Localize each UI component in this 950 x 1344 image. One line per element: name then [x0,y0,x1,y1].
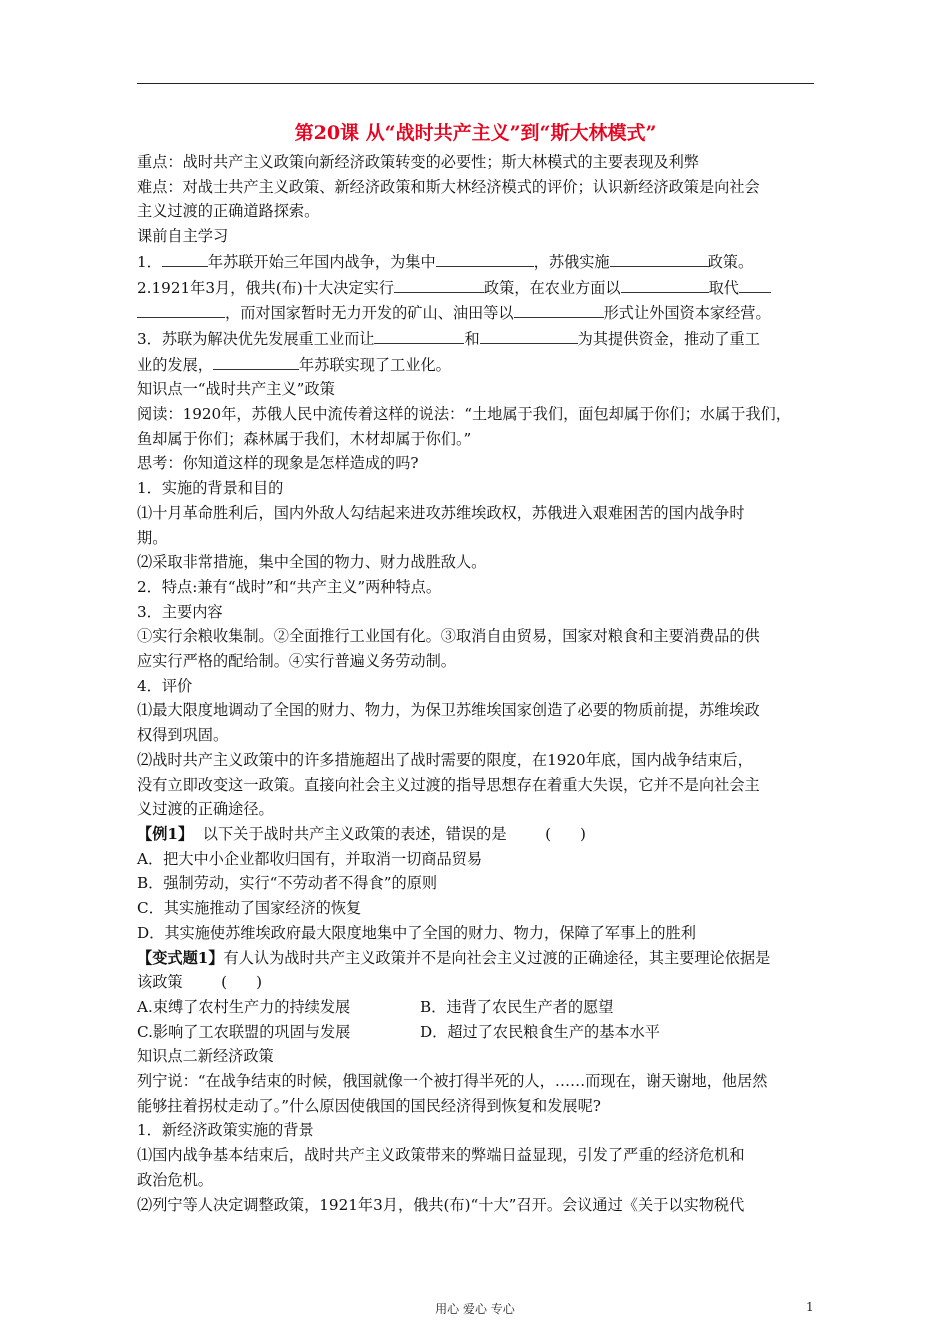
option-d: D．超过了农民粮食生产的基本水平 [420,1022,660,1041]
blank[interactable] [610,249,708,267]
subheading: 2．特点:兼有“战时”和“共产主义”两种特点。 [137,577,442,596]
paragraph: 政治危机。 [137,1170,213,1189]
variant-question-1: 【变式题1】有人认为战时共产主义政策并不是向社会主义过渡的正确途径，其主要理论依据是 [137,948,771,967]
paragraph: ①实行余粮收集制。②全面推行工业国有化。③取消自由贸易，国家对粮食和主要消费品的供 [137,627,760,646]
option-c: C.影响了工农联盟的巩固与发展 [137,1022,351,1041]
paragraph: ⑵列宁等人决定调整政策，1921年3月，俄共(布)“十大”召开。会议通过《关于以实物税代 [137,1195,745,1214]
option-d: D．其实施使苏维埃政府最大限度地集中了全国的财力、物力，保障了军事上的胜利 [137,923,696,942]
blank[interactable] [436,249,534,267]
knowledge-point-2: 知识点二新经济政策 [137,1047,274,1066]
fill-question-2-cont: ，而对国家暂时无力开发的矿山、油田等以 形式让外国资本家经营。 [137,300,817,326]
subheading: 4．评价 [137,676,193,695]
paragraph: ⑵战时共产主义政策中的许多措施超出了战时需要的限度，在1920年底，国内战争结束后， [137,750,753,769]
difficulties-cont: 主义过渡的正确道路探索。 [137,202,320,221]
subheading: 3．主要内容 [137,602,223,621]
option-a: A．把大中小企业都收归国有，并取消一切商品贸易 [137,849,483,868]
fill-question-1: 1． 年苏联开始三年国内战争，为集中 ，苏俄实施 政策。 [137,249,817,275]
paragraph: ⑵采取非常措施，集中全国的物力、财力战胜敌人。 [137,553,487,572]
blank[interactable] [213,352,299,370]
blank[interactable] [739,275,771,293]
blank[interactable] [394,275,484,293]
paragraph: 应实行严格的配给制。④实行普遍义务劳动制。 [137,652,456,671]
document-body [137,150,817,1217]
header-rule [137,83,814,84]
paragraph: 期。 [137,528,168,547]
knowledge-point-1: 知识点一“战时共产主义”政策 [137,380,335,399]
subheading: 1．新经济政策实施的背景 [137,1121,314,1140]
blank[interactable] [137,300,225,318]
options-row-ab [137,995,817,1020]
thinking-question: 思考：你知道这样的现象是怎样造成的吗? [137,454,419,473]
variant-question-1-cont: 该政策 ( ) [137,973,263,992]
page-number: 1 [806,1300,814,1314]
blank[interactable] [514,300,604,318]
blank[interactable] [480,326,578,344]
option-b: B．违背了农民生产者的愿望 [420,997,614,1016]
option-a: A.束缚了农村生产力的持续发展 [137,997,351,1016]
page-footer: 用心 爱心 专心 [435,1302,515,1316]
blank[interactable] [162,249,208,267]
reading-text: 阅读：1920年，苏俄人民中流传着这样的说法：“土地属于我们，面包却属于你们；水属于我们， [137,405,791,424]
paragraph: 没有立即改变这一政策。直接向社会主义过渡的指导思想存在着重大失误，它并不是向社会主 [137,775,760,794]
section-heading: 课前自主学习 [137,227,229,246]
quote-text-cont: 能够拄着拐杖走动了。”什么原因使俄国的国民经济得到恢复和发展呢? [137,1096,601,1115]
example-question-1: 【例1】 以下关于战时共产主义政策的表述，错误的是 ( ) [137,824,586,843]
lesson-title: 第20课 从“战时共产主义”到“斯大林模式” [294,122,657,144]
fill-question-2: 2.1921年3月，俄共(布)十大决定实行 政策，在农业方面以 取代 [137,275,817,301]
paragraph: ⑴国内战争基本结束后，战时共产主义政策带来的弊端日益显现，引发了严重的经济危机和 [137,1146,745,1165]
option-b: B．强制劳动，实行“不劳动者不得食”的原则 [137,874,438,893]
blank[interactable] [374,326,464,344]
difficulties: 难点：对战士共产主义政策、新经济政策和斯大林经济模式的评价；认识新经济政策是向社会 [137,177,760,196]
subheading: 1．实施的背景和目的 [137,479,284,498]
reading-text-cont: 鱼却属于你们；森林属于我们，木材却属于你们。” [137,429,472,448]
paragraph: ⑴十月革命胜利后，国内外敌人勾结起来进攻苏维埃政权，苏俄进入艰难困苦的国内战争时 [137,503,745,522]
quote-text: 列宁说：“在战争结束的时候，俄国就像一个被打得半死的人，……而现在，谢天谢地，他居然 [137,1072,768,1091]
blank[interactable] [621,275,709,293]
paragraph: 权得到巩固。 [137,726,229,745]
options-row-cd [137,1020,817,1045]
fill-question-3-cont: 业的发展， 年苏联实现了工业化。 [137,352,817,378]
key-points: 重点：战时共产主义政策向新经济政策转变的必要性；斯大林模式的主要表现及利弊 [137,153,699,171]
paragraph: ⑴最大限度地调动了全国的财力、物力，为保卫苏维埃国家创造了必要的物质前提，苏维埃政 [137,701,760,720]
fill-question-3: 3．苏联为解决优先发展重工业而让 和 为其提供资金，推动了重工 [137,326,817,352]
paragraph: 义过渡的正确途径。 [137,800,274,819]
option-c: C．其实施推动了国家经济的恢复 [137,899,362,918]
